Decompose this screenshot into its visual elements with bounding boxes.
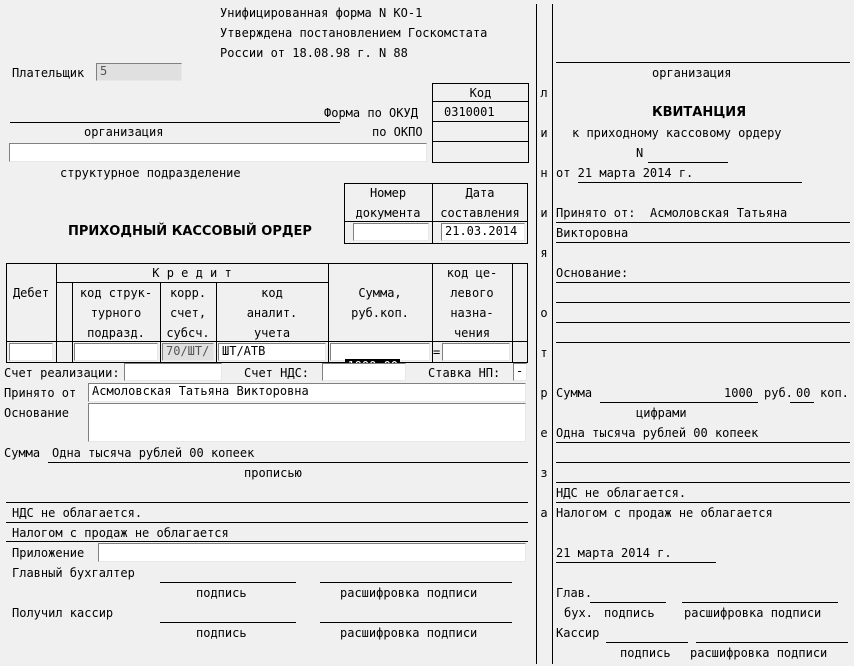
okud-value: 0310001	[444, 105, 495, 119]
cut-letter: и	[540, 126, 548, 140]
col-purpose-2: левого	[450, 286, 494, 300]
receipt-sum-rub: 1000	[724, 386, 753, 400]
receipt-chief-label-1: Глав.	[556, 586, 593, 600]
cut-letter: з	[540, 466, 548, 480]
col-sum-2: руб.коп.	[351, 306, 409, 320]
receipt-received-value-1: Асмоловская Татьяна	[650, 206, 788, 220]
receipt-vat-note: НДС не облагается.	[556, 486, 687, 500]
cut-letter: а	[540, 506, 548, 520]
col-purpose-4: чения	[453, 326, 491, 340]
cashier-label: Получил кассир	[12, 606, 114, 620]
basis-field[interactable]	[88, 403, 526, 442]
equals-sign: =	[433, 345, 441, 359]
cut-letter: я	[540, 246, 548, 260]
sum-field[interactable]	[330, 343, 430, 361]
cut-letter: и	[540, 206, 548, 220]
purpose-code-field[interactable]	[442, 343, 510, 361]
corr-account-field[interactable]: 70/ШТ/	[162, 343, 214, 361]
receipt-cashier-sign-caption: подпись	[620, 646, 671, 660]
sales-account-label: Счет реализации:	[4, 366, 120, 380]
vat-account-field[interactable]	[322, 363, 406, 381]
receipt-digits-caption: цифрами	[636, 406, 687, 420]
chief-sign-caption: подпись	[196, 586, 247, 600]
receipt-cashier-decode-caption: расшифровка подписи	[690, 646, 828, 660]
receipt-title: КВИТАНЦИЯ	[652, 105, 747, 120]
cut-letter: р	[540, 386, 548, 400]
receipt-cashier-label: Кассир	[556, 626, 600, 640]
analytics-field[interactable]: ШТ/АТВ	[218, 343, 326, 361]
amount-words-label: Сумма	[4, 446, 41, 460]
cut-letter: е	[540, 426, 548, 440]
attachment-field[interactable]	[98, 543, 526, 562]
cut-letter: л	[540, 86, 548, 100]
credit-header: К р е д и т	[152, 266, 232, 280]
col-analyt-2: аналит.	[246, 306, 298, 320]
receipt-chief-decode-caption: расшифровка подписи	[684, 606, 822, 620]
receipt-chief-sign-caption: подпись	[604, 606, 655, 620]
col-corr-3: субсч.	[166, 326, 210, 340]
receipt-received-value-2: Викторовна	[556, 226, 629, 240]
receipt-chief-label-2: бух.	[564, 606, 593, 620]
payer-field[interactable]: 5	[96, 63, 182, 81]
col-analyt-3: учета	[253, 326, 291, 340]
amount-words-value: Одна тысяча рублей 00 копеек	[52, 446, 255, 460]
received-from-field[interactable]: Асмоловская Татьяна Викторовна	[88, 383, 526, 402]
okud-label: Форма по ОКУД	[324, 106, 418, 120]
form-header-line-3: России от 18.08.98 г. N 88	[220, 46, 408, 60]
receipt-date: 21 марта 2014 г.	[556, 546, 672, 560]
cashier-decode-caption: расшифровка подписи	[340, 626, 478, 640]
col-analyt-1: код	[261, 286, 283, 300]
col-corr-2: счет,	[169, 306, 207, 320]
page-title: ПРИХОДНЫЙ КАССОВЫЙ ОРДЕР	[68, 224, 312, 239]
org-line	[10, 122, 340, 123]
cut-letter: т	[540, 346, 548, 360]
form-header-line-2: Утверждена постановлением Госкомстата	[220, 26, 488, 40]
form-header-line-1: Унифицированная форма N КО-1	[220, 6, 423, 20]
tax-note: Налогом с продаж не облагается	[12, 526, 229, 540]
org-field[interactable]	[9, 143, 427, 162]
receipt-sum-label: Сумма	[556, 386, 593, 400]
receipt-org-caption: организация	[652, 66, 732, 80]
receipt-tax-note: Налогом с продаж не облагается	[556, 506, 773, 520]
receipt-date-line: от 21 марта 2014 г.	[556, 166, 694, 180]
col-corr-1: корр.	[169, 286, 207, 300]
rate-label: Ставка НП:	[428, 366, 501, 380]
doc-number-header-2: документа	[355, 206, 421, 220]
received-from-label: Принято от	[4, 386, 77, 400]
amount-words-caption: прописью	[244, 466, 302, 480]
basis-label: Основание	[4, 406, 70, 420]
chief-accountant-label: Главный бухгалтер	[12, 566, 135, 580]
cut-line-left	[536, 4, 537, 664]
cut-letter: н	[540, 166, 548, 180]
attachment-label: Приложение	[12, 546, 85, 560]
receipt-n-label: N	[636, 146, 644, 160]
debit-field[interactable]	[9, 343, 53, 361]
code-header: Код	[469, 86, 492, 100]
doc-date-field[interactable]: 21.03.2014	[441, 223, 525, 241]
receipt-basis-label: Основание:	[556, 266, 629, 280]
vat-note: НДС не облагается.	[12, 506, 143, 520]
struct-field[interactable]	[74, 343, 158, 361]
col-purpose-3: назна-	[450, 306, 494, 320]
cut-letter: о	[540, 306, 548, 320]
okpo-label: по ОКПО	[372, 125, 423, 139]
receipt-rub-label: руб.	[764, 386, 793, 400]
col-struct-3: подразд.	[87, 326, 145, 340]
debit-header: Дебет	[12, 286, 50, 300]
receipt-subtitle: к приходному кассовому ордеру	[572, 126, 782, 140]
receipt-kop-value: 00	[796, 386, 811, 400]
rate-field[interactable]: -	[513, 363, 527, 381]
sales-account-field[interactable]	[124, 363, 222, 381]
col-struct-1: код струк-	[79, 286, 153, 300]
receipt-amount-words: Одна тысяча рублей 00 копеек	[556, 426, 759, 440]
cut-line-right	[552, 4, 553, 664]
doc-number-header-1: Номер	[369, 186, 407, 200]
receipt-kop-label: коп.	[820, 386, 849, 400]
vat-account-label: Счет НДС:	[244, 366, 310, 380]
org-caption: организация	[84, 125, 164, 139]
chief-decode-caption: расшифровка подписи	[340, 586, 478, 600]
doc-date-header-1: Дата	[465, 186, 495, 200]
col-struct-2: турного	[90, 306, 142, 320]
payer-label: Плательщик	[12, 66, 85, 80]
cashier-sign-caption: подпись	[196, 626, 247, 640]
col-purpose-1: код це-	[446, 266, 498, 280]
receipt-received-label: Принято от:	[556, 206, 636, 220]
doc-number-field[interactable]	[353, 223, 429, 241]
doc-date-header-2: составления	[440, 206, 520, 220]
subdivision-caption: структурное подразделение	[60, 166, 241, 180]
col-sum-1: Сумма,	[358, 286, 402, 300]
